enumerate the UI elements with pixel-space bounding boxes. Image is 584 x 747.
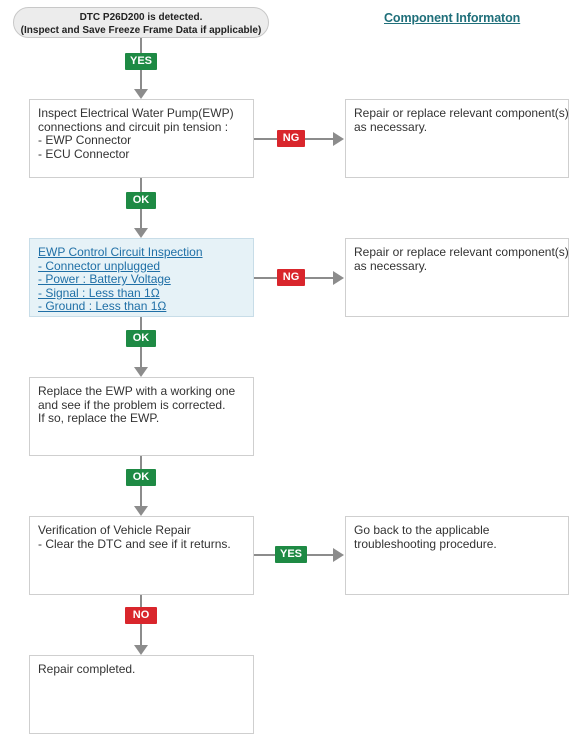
arrow-down-icon xyxy=(134,645,148,655)
step-text-line: and see if the problem is corrected. xyxy=(38,397,226,412)
start-line-1: DTC P26D200 is detected. xyxy=(79,12,203,23)
step-verification-of-vehicle-repair xyxy=(29,516,254,595)
step-go-back xyxy=(345,516,569,595)
step-text-line: Verification of Vehicle Repair xyxy=(38,523,191,537)
start-node-dtc-detected xyxy=(13,7,269,38)
step-text-line: - EWP Connector xyxy=(38,133,132,147)
step-repair-replace-1 xyxy=(345,99,569,178)
ok-badge: OK xyxy=(126,469,156,486)
step-text-line: - Clear the DTC and see if it returns. xyxy=(38,536,231,551)
step-text-line: Go back to the applicable xyxy=(354,523,490,537)
step-replace-ewp xyxy=(29,377,254,456)
ok-badge: OK xyxy=(126,192,156,209)
arrow-right-icon xyxy=(333,548,344,562)
arrow-right-icon xyxy=(333,132,344,146)
step-text-line: Replace the EWP with a working one xyxy=(38,384,236,398)
step-repair-completed xyxy=(29,655,254,734)
step-ewp-control-circuit-inspection[interactable] xyxy=(29,238,254,317)
arrow-down-icon xyxy=(134,367,148,377)
no-badge: NO xyxy=(125,607,157,624)
step-text-line: - ECU Connector xyxy=(38,146,130,161)
ng-badge: NG xyxy=(277,130,305,147)
step-repair-replace-2 xyxy=(345,238,569,317)
start-line-2: (Inspect and Save Freeze Frame Data if applicable) xyxy=(20,25,262,36)
ng-badge: NG xyxy=(277,269,305,286)
component-information-link[interactable]: Component Informaton xyxy=(384,11,521,25)
step-text-line: Repair or replace relevant component(s) xyxy=(354,106,569,120)
step-text-line: as necessary. xyxy=(354,258,428,273)
arrow-down-icon xyxy=(134,506,148,516)
arrow-right-icon xyxy=(333,271,344,285)
circuit-inspection-link[interactable]: - Ground : Less than 1Ω xyxy=(38,299,167,313)
arrow-down-icon xyxy=(134,228,148,238)
step-text-line: as necessary. xyxy=(354,119,428,134)
step-inspect-connections xyxy=(29,99,254,178)
circuit-inspection-link[interactable]: - Signal : Less than 1Ω xyxy=(38,285,160,300)
step-text-line: troubleshooting procedure. xyxy=(354,536,497,551)
ok-badge: OK xyxy=(126,330,156,347)
yes-badge: YES xyxy=(275,546,307,563)
arrow-down-icon xyxy=(134,89,148,99)
step-text-line: Repair completed. xyxy=(38,662,136,676)
yes-badge: YES xyxy=(125,53,157,70)
circuit-inspection-link[interactable]: EWP Control Circuit Inspection xyxy=(38,245,203,259)
circuit-inspection-link[interactable]: - Power : Battery Voltage xyxy=(38,272,171,286)
circuit-inspection-link[interactable]: - Connector unplugged xyxy=(38,258,161,273)
step-text-line: connections and circuit pin tension : xyxy=(38,119,229,134)
step-text-line: If so, replace the EWP. xyxy=(38,411,160,425)
step-text-line: Inspect Electrical Water Pump(EWP) xyxy=(38,106,234,120)
step-text-line: Repair or replace relevant component(s) xyxy=(354,245,569,259)
